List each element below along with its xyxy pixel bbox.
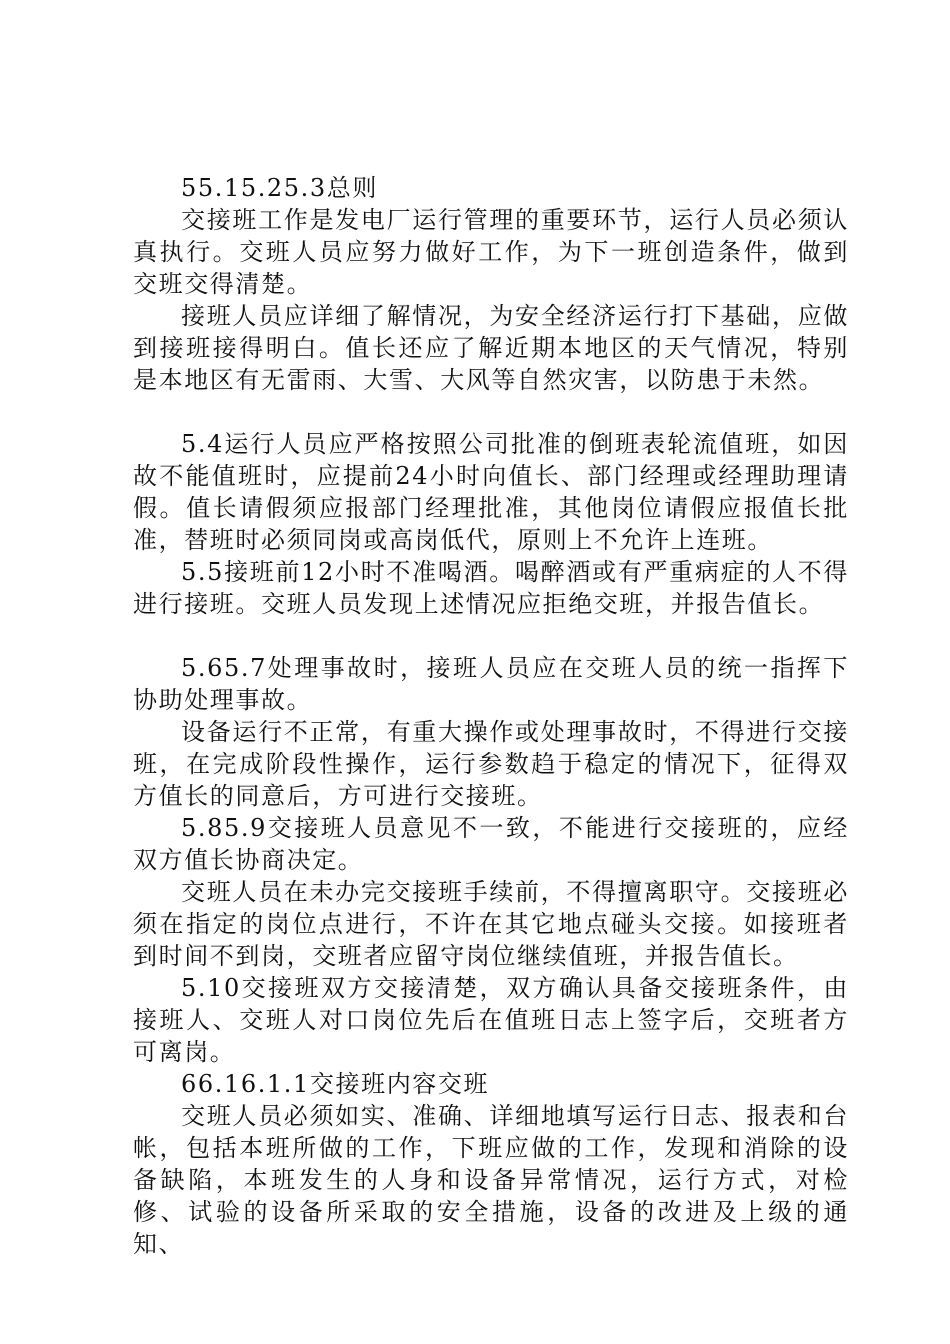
paragraph-sign-log: 5.10交接班双方交接清楚，双方确认具备交接班条件，由接班人、交班人对口岗位先后在值班日志上签字后，交班者方可离岗。	[133, 974, 849, 1066]
paragraph-handover-importance: 交接班工作是发电厂运行管理的重要环节，运行人员必须认真执行。交班人员应努力做好工作，为下一班创造条件，做到交班交得清楚。	[133, 206, 849, 298]
document-page	[133, 172, 849, 1260]
paragraph-abnormal-operation: 设备运行不正常，有重大操作或处理事故时，不得进行交接班，在完成阶段性操作，运行参数趋于稳定的情况下，征得双方值长的同意后，方可进行交接班。	[133, 718, 849, 810]
paragraph-handover-records: 交班人员必须如实、准确、详细地填写运行日志、报表和台帐，包括本班所做的工作，下班应做的工作，发现和消除的设备缺陷，本班发生的人身和设备异常情况，运行方式，对检修、试验的设备所采取的安全措施，设备的改进及上级的通知、	[133, 1102, 849, 1258]
paragraph-takeover-duties: 接班人员应详细了解情况，为安全经济运行打下基础，应做到接班接得明白。值长还应了解近期本地区的天气情况，特别是本地区有无雷雨、大雪、大风等自然灾害，以防患于未然。	[133, 302, 849, 394]
paragraph-shift-schedule: 5.4运行人员应严格按照公司批准的倒班表轮流值班，如因故不能值班时，应提前24小时向值长、部门经理或经理助理请假。值长请假须应报部门经理批准，其他岗位请假应报值长批准，替班时必须同岗或高岗低代，原则上不允许上连班。	[133, 430, 849, 554]
paragraph-disagreement: 5.85.9交接班人员意见不一致，不能进行交接班的，应经双方值长协商决定。	[133, 814, 849, 874]
section-heading-general: 55.15.25.3总则	[181, 174, 378, 202]
paragraph-accident-handling: 5.65.7处理事故时，接班人员应在交班人员的统一指挥下协助处理事故。	[133, 654, 849, 714]
section-heading-handover-content: 66.16.1.1交接班内容交班	[181, 1070, 490, 1098]
paragraph-stay-at-post: 交班人员在未办完交接班手续前，不得擅离职守。交接班必须在指定的岗位点进行，不许在其它地点碰头交接。如接班者到时间不到岗，交班者应留守岗位继续值班，并报告值长。	[133, 878, 849, 970]
paragraph-no-drinking: 5.5接班前12小时不准喝酒。喝醉酒或有严重病症的人不得进行接班。交班人员发现上述情况应拒绝交班，并报告值长。	[133, 558, 849, 618]
